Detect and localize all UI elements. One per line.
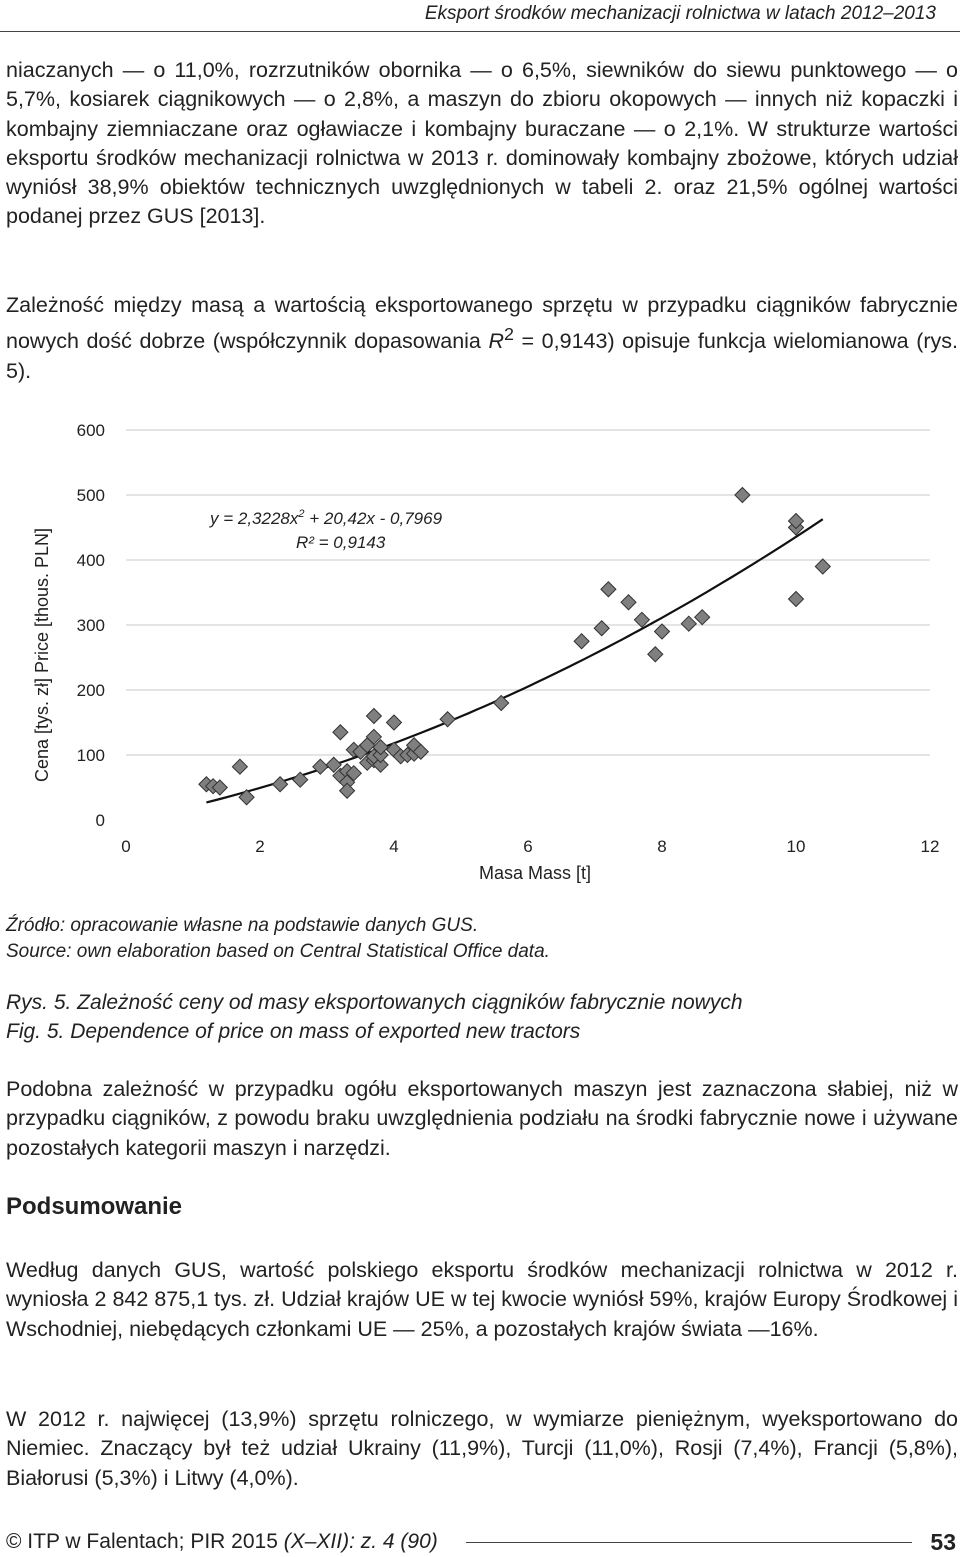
p2-text-after: = 0,9143) opisuje funkcja wielomianowa (rys. 5). [6,329,958,383]
equation-part-2: + 20,42x - 0,7969 [304,509,443,528]
x-tick-label: 4 [389,837,399,856]
source-pl: Źródło: opracowanie własne na podstawie danych GUS. [6,915,479,936]
figure-caption [6,988,743,1046]
data-point [601,582,616,597]
data-point [594,621,609,636]
x-tick-labels [121,837,939,856]
body-paragraph-4: Według danych GUS, wartość polskiego eksportu środków mechanizacji rolnictwa w 2012 r. wyniosła 2 842 875,1 tys. zł. Udział krajów UE w tej kwocie wyniósł 59%, krajów Europy Środkowej i Wschodniej, niebędących członkami UE — 25%, a pozostałych krajów świata —16%. [6,1258,958,1341]
page-footer [6,1528,960,1556]
x-tick-label: 2 [255,837,265,856]
y-tick-label: 100 [76,746,105,765]
figure-5-chart [0,400,960,900]
data-points [199,488,830,805]
data-point [681,616,696,631]
r-squared-exponent: 2 [504,324,514,345]
section-heading-summary: Podsumowanie [6,1193,183,1220]
x-tick-label: 6 [523,837,533,856]
running-header: Eksport środków mechanizacji rolnictwa w latach 2012–2013 [424,3,936,24]
x-tick-label: 12 [920,837,940,856]
x-tick-label: 0 [121,837,131,856]
p2-text-before: Zależność między masą a wartością eksportowanego sprzętu w przypadku ciągników fabrycznie nowych dość dobrze (współczynnik dopasowania [6,293,958,354]
data-point [735,488,750,503]
data-point [574,634,589,649]
trendline-equation [209,508,443,528]
data-point [815,559,830,574]
equation-exponent: 2 [298,508,305,520]
data-point [340,783,355,798]
data-point [789,592,804,607]
publication-issue: (X–XII): z. 4 (90) [283,1530,438,1553]
y-tick-label: 300 [76,616,105,635]
source-en: Source: own elaboration based on Central Statistical Office data. [6,941,550,962]
x-axis-label: Masa Mass [t] [478,863,592,883]
grid-layer [126,430,930,755]
r-squared-symbol: R [488,329,504,354]
y-tick-label: 400 [76,551,105,570]
caption-pl: Rys. 5. Zależność ceny od masy eksportowanych ciągników fabrycznie nowych [6,991,743,1014]
y-tick-label: 600 [76,421,105,440]
data-point [273,777,288,792]
caption-en: Fig. 5. Dependence of price on mass of exported new tractors [6,1020,581,1043]
equation-part-1: y = 2,3228x [210,509,299,528]
trendline [206,519,822,802]
data-point [648,647,663,662]
scatter-chart [0,400,960,900]
figure-source [6,913,550,965]
publication-prefix: © ITP w Falentach; PIR 2015 [6,1530,284,1553]
data-point [695,610,710,625]
data-point [621,595,636,610]
data-point [232,759,247,774]
data-point [333,725,348,740]
data-point [239,790,254,805]
y-tick-labels [77,421,105,830]
body-paragraph-2 [6,291,958,386]
body-paragraph-3: Podobna zależność w przypadku ogółu eksportowanych maszyn jest zaznaczona słabiej, niż w przypadku ciągników, z powodu braku uwzględnienia podziału na środki fabrycznie nowe i używane pozostałych kategorii maszyn i narzędzi. [6,1077,958,1160]
x-tick-label: 10 [786,837,806,856]
trendline-r2: R² = 0,9143 [296,533,386,552]
y-tick-label: 0 [95,811,105,830]
y-tick-label: 500 [76,486,105,505]
y-axis-label: Cena [tys. zł] Price [thous. PLN] [32,527,52,783]
x-tick-label: 8 [657,837,667,856]
body-paragraph-1: niaczanych — o 11,0%, rozrzutników obornika — o 6,5%, siewników do siewu punktowego — o 5,7%, kosiarek ciągnikowych — o 2,8%, a maszyn do zbioru okopowych — innych niż kopaczki i kombajny ziemniaczane oraz ogławiacze i kombajny buraczane — o 2,1%. W strukturze wartości eksportu środków mechanizacji rolnictwa w 2013 r. dominowały kombajny zbożowe, których udział wyniósł 38,9% obiektów technicznych uwzględnionych w tabeli 2. oraz 21,5% ogólnej wartości podanej przez GUS [2013]. [6,58,958,229]
data-point [494,696,509,711]
publication-info [6,1528,438,1556]
footer-rule [466,1542,912,1543]
page-number: 53 [930,1529,956,1555]
header-rule [0,31,960,32]
data-point [655,624,670,639]
data-point [366,709,381,724]
y-tick-label: 200 [76,681,105,700]
body-paragraph-5: W 2012 r. najwięcej (13,9%) sprzętu rolniczego, w wymiarze pieniężnym, wyeksportowano do Niemiec. Znaczący był też udział Ukrainy (11,9%), Turcji (11,0%), Rosji (7,4%), Francji (5,8%), Białorusi (5,3%) i Litwy (4,0%). [6,1407,958,1490]
data-point [387,715,402,730]
